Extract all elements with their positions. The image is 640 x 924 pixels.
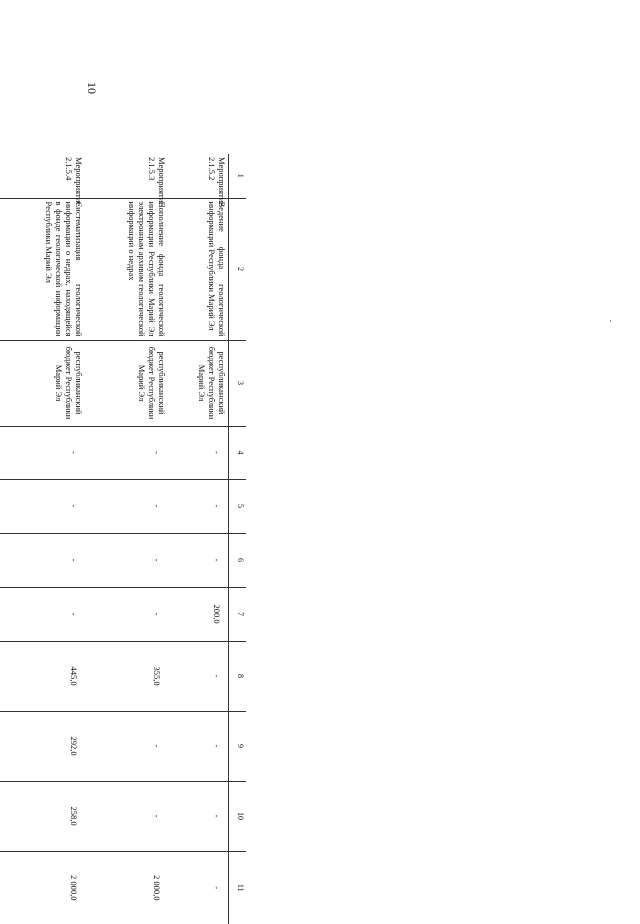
col-header-8: 8 bbox=[229, 641, 247, 711]
value-col-4: - bbox=[169, 426, 229, 479]
measure-id: Мероприятие 2.1.5.3 bbox=[147, 157, 168, 207]
scan-speck bbox=[610, 320, 611, 322]
header-row bbox=[229, 154, 247, 924]
col-header-7: 7 bbox=[229, 587, 247, 641]
table-row bbox=[86, 154, 169, 924]
value-col-6: - bbox=[86, 533, 169, 587]
measure-id: Мероприятие 2.1.5.4 bbox=[64, 157, 85, 207]
value-col-10: 258,0 bbox=[0, 781, 86, 851]
value-col-11: 2 000,0 bbox=[86, 851, 169, 924]
value-col-4: - bbox=[0, 426, 86, 479]
col-header-9: 9 bbox=[229, 711, 247, 781]
value-col-7: - bbox=[86, 587, 169, 641]
col-header-2: 2 bbox=[229, 198, 247, 340]
value-col-10: - bbox=[169, 781, 229, 851]
value-col-9: - bbox=[169, 711, 229, 781]
measure-description: Систематизация геологической информации о недрах, находящейся в фонде геологической информации Республики Марий Эл bbox=[0, 198, 86, 340]
value-col-7: - bbox=[0, 587, 86, 641]
value-col-8: 445,0 bbox=[0, 641, 86, 711]
budget-table bbox=[0, 154, 246, 924]
funding-source: республиканский бюджет Республики Марий Эл bbox=[169, 340, 229, 426]
col-header-6: 6 bbox=[229, 533, 247, 587]
value-col-8: - bbox=[169, 641, 229, 711]
measure-description: Ведение фонда геологической информации Республики Марий Эл bbox=[169, 198, 229, 340]
value-col-9: 292,0 bbox=[0, 711, 86, 781]
col-header-3: 3 bbox=[229, 340, 247, 426]
value-col-5: - bbox=[169, 479, 229, 533]
col-header-11: 11 bbox=[229, 851, 247, 924]
value-col-9: - bbox=[86, 711, 169, 781]
value-col-6: - bbox=[0, 533, 86, 587]
value-col-6: - bbox=[169, 533, 229, 587]
col-header-5: 5 bbox=[229, 479, 247, 533]
col-header-10: 10 bbox=[229, 781, 247, 851]
measure-id: Мероприятие 2.1.5.2 bbox=[206, 157, 227, 207]
value-col-8: 355,0 bbox=[86, 641, 169, 711]
col-header-1: 1 bbox=[229, 154, 247, 198]
table-row bbox=[169, 154, 229, 924]
funding-source: республиканский бюджет Республики Марий Эл bbox=[0, 340, 86, 426]
funding-source: республиканский бюджет Республики Марий Эл bbox=[86, 340, 169, 426]
value-col-11: - bbox=[169, 851, 229, 924]
value-col-5: - bbox=[86, 479, 169, 533]
value-col-4: - bbox=[86, 426, 169, 479]
col-header-4: 4 bbox=[229, 426, 247, 479]
value-col-10: - bbox=[86, 781, 169, 851]
value-col-7: 200,0 bbox=[169, 587, 229, 641]
value-col-5: - bbox=[0, 479, 86, 533]
page-number: 10 bbox=[85, 82, 99, 94]
table-row bbox=[0, 154, 86, 924]
measure-description: Пополнение фонда геологической информации Республики Марий Эл электронным архивом геологической информации о недрах bbox=[86, 198, 169, 340]
value-col-11: 2 000,0 bbox=[0, 851, 86, 924]
